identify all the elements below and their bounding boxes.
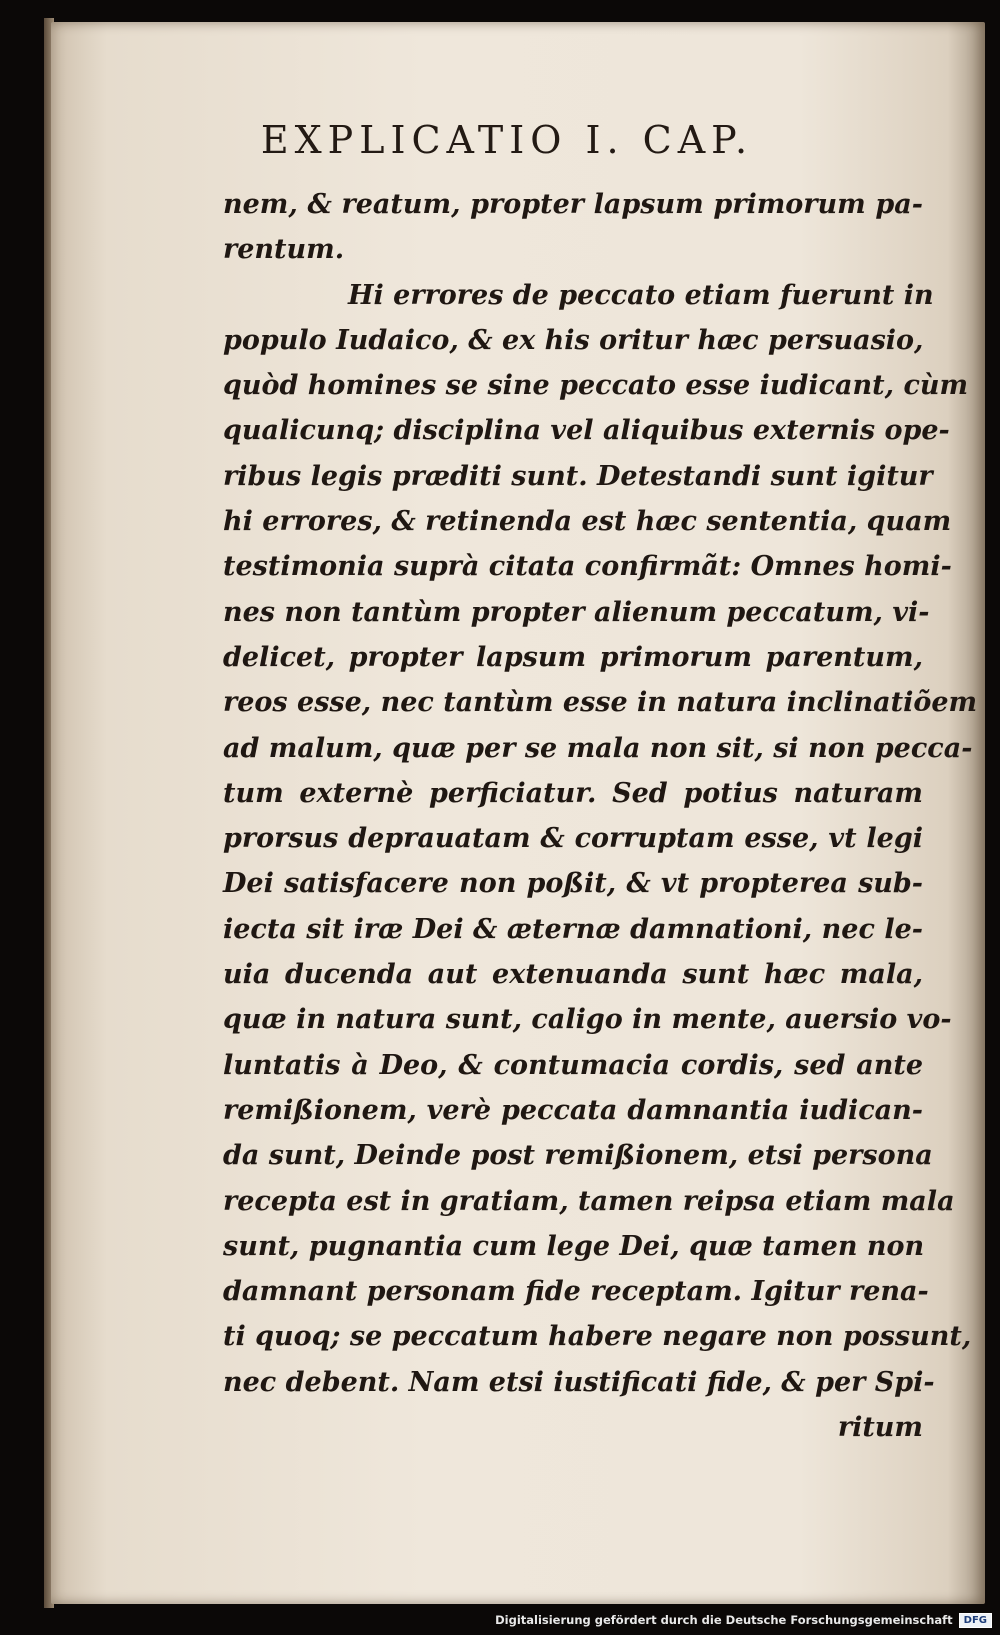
text-line: populo Iudaico, & ex his oritur hæc persuasio, — [223, 324, 924, 356]
text-line: remißionem, verè peccata damnantia iudican- — [223, 1094, 923, 1126]
text-line: ribus legis præditi sunt. Detestandi sunt igitur — [223, 460, 933, 492]
footer-credit — [495, 1609, 992, 1631]
text-line: Hi errores de peccato etiam fuerunt in — [348, 279, 934, 311]
text-line: testimonia suprà citata confirmãt: Omnes homi- — [223, 551, 952, 583]
text-line: quòd homines se sine peccato esse iudicant, cùm — [223, 370, 969, 402]
text-line: delicet, propter lapsum primorum parentum, — [223, 641, 923, 673]
credit-text: Digitalisierung gefördert durch die Deutsche Forschungsgemeinschaft — [495, 1613, 953, 1627]
text-line: ad malum, quæ per se mala non sit, si non pecca- — [223, 732, 973, 764]
text-line: nem, & reatum, propter lapsum primorum pa- — [223, 189, 923, 220]
text-line: tum externè perficiatur. Sed potius naturam — [223, 777, 923, 809]
text-line: Dei satisfacere non poßit, & vt propterea sub- — [223, 868, 923, 900]
text-line: nes non tantùm propter alienum peccatum, vi- — [223, 596, 930, 628]
text-line: reos esse, nec tantùm esse in natura inclinatiõem — [223, 687, 978, 719]
text-line: damnant personam fide receptam. Igitur rena- — [223, 1276, 929, 1308]
text-line: prorsus deprauatam & corruptam esse, vt legi — [223, 823, 923, 855]
text-line: ti quoq; se peccatum habere negare non possunt, — [223, 1321, 972, 1353]
text-line: recepta est in gratiam, tamen reipsa etiam mala — [223, 1185, 955, 1217]
text-line: rentum. — [223, 234, 345, 266]
body-text — [223, 182, 978, 1450]
text-line: iecta sit iræ Dei & æternæ damnationi, nec le- — [223, 913, 923, 945]
running-head: EXPLICATIO I. CAP. — [260, 118, 754, 162]
text-line: hi errores, & retinenda est hæc sententia, quam — [223, 506, 952, 538]
text-line: nec debent. Nam etsi iustificati fide, & per Spi- — [223, 1366, 935, 1398]
text-line: quæ in natura sunt, caligo in mente, auersio vo- — [223, 1004, 952, 1036]
text-line: uia ducenda aut extenuanda sunt hæc mala, — [223, 959, 923, 991]
text-line: qualicunq; disciplina vel aliquibus externis ope- — [223, 415, 950, 447]
text-line: luntatis à Deo, & contumacia cordis, sed ante — [223, 1049, 923, 1081]
catchword: ritum — [837, 1412, 923, 1444]
text-line: sunt, pugnantia cum lege Dei, quæ tamen non — [223, 1230, 925, 1262]
dfg-logo: DFG — [959, 1613, 992, 1628]
text-line: da sunt, Deinde post remißionem, etsi persona — [223, 1140, 933, 1172]
